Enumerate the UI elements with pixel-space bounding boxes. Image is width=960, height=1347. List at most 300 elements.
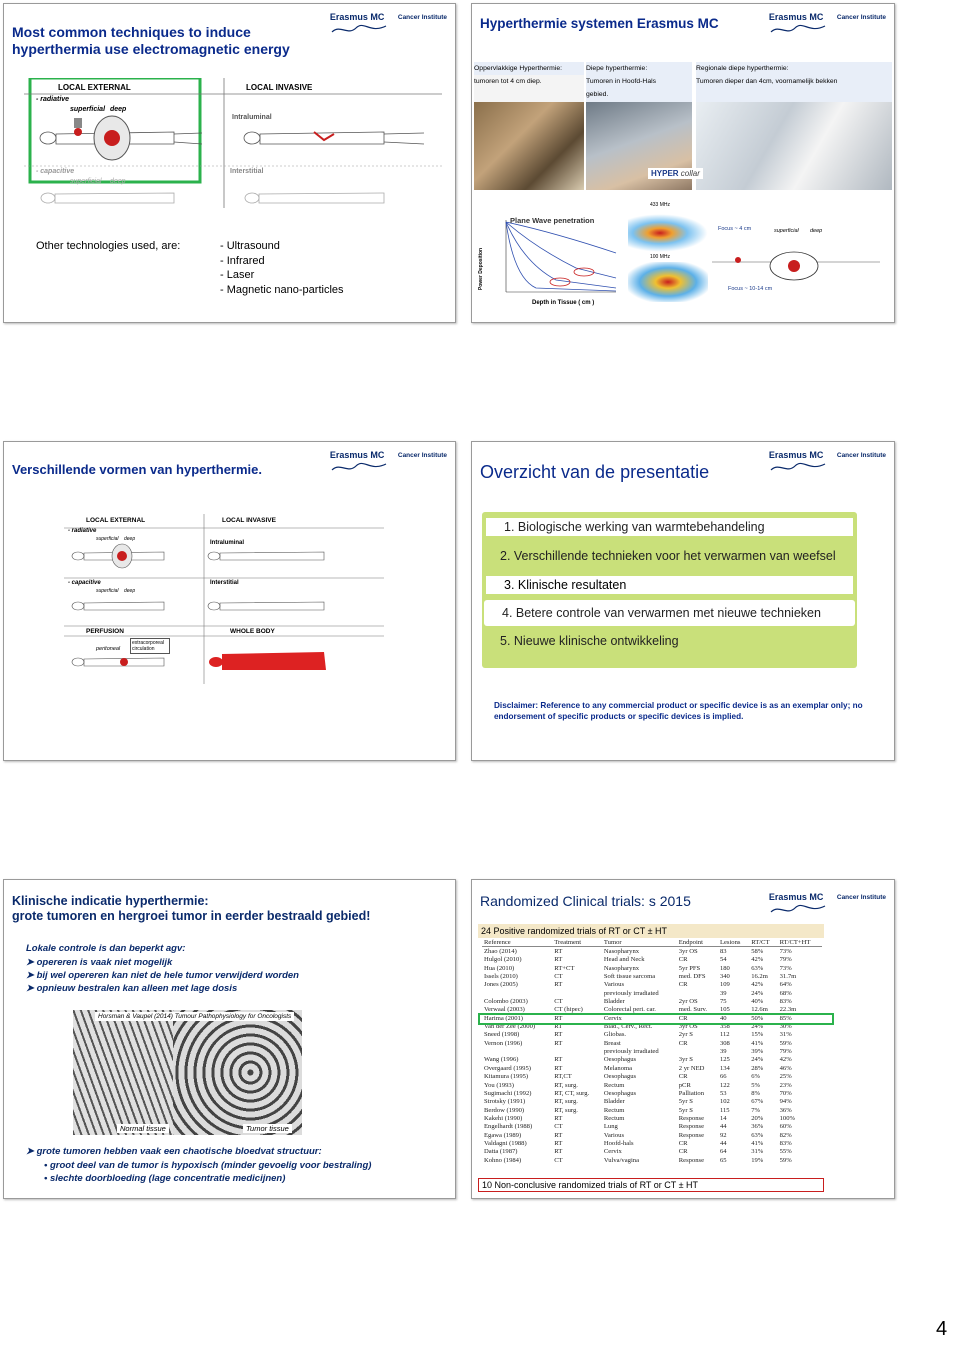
table-cell: 50%: [751, 1014, 764, 1022]
table-cell: 20%: [751, 1114, 764, 1122]
erasmus-mc-logo: Erasmus MC: [769, 12, 827, 36]
column-superficial-header: [474, 62, 584, 102]
table-cell: 2yr OS: [678, 998, 698, 1006]
vasculature-image: [73, 1010, 302, 1135]
table-cell: Bladder: [603, 998, 625, 1006]
other-technologies-label: Other technologies used, are:: [36, 240, 181, 252]
table-row: [482, 964, 822, 972]
table-cell: RT: [554, 1014, 563, 1022]
agenda-item: 2. Verschillende technieken voor het verwarmen van weefsel: [500, 549, 836, 563]
table-row: [482, 1098, 822, 1106]
table-cell: [552, 1047, 602, 1055]
table-cell: RT: [554, 948, 563, 956]
table-cell: 85%: [779, 1014, 792, 1022]
table-cell: 41%: [751, 1139, 764, 1147]
cancer-institute-label: Cancer Institute: [397, 14, 447, 21]
table-row: [482, 947, 822, 956]
extracorporeal-label: extracorporeal circulation: [130, 638, 170, 654]
table-cell: CT: [554, 1156, 563, 1164]
table-cell: Engelhardt (1988): [484, 1123, 533, 1131]
table-cell: 22.3m: [779, 1006, 797, 1014]
table-cell: CT: [554, 998, 563, 1006]
erasmus-mc-logo: Erasmus MC: [769, 892, 827, 916]
table-cell: 59%: [779, 1039, 792, 1047]
table-cell: 58%: [751, 948, 764, 956]
erasmus-logo: [769, 892, 886, 916]
table-row: [482, 1056, 822, 1064]
table-cell: Van der Zee (2000): [484, 1023, 536, 1031]
table-cell: 66: [719, 1073, 727, 1081]
panel-label-local-invasive: LOCAL INVASIVE: [246, 83, 313, 92]
table-cell: 5%: [751, 1081, 760, 1089]
table-cell: previously irradiated: [603, 1048, 659, 1056]
table-cell: 3yr S: [678, 1056, 693, 1064]
table-cell: 46%: [779, 1064, 792, 1072]
table-cell: 24%: [751, 1056, 764, 1064]
table-cell: Overgaard (1995): [484, 1064, 531, 1072]
table-row: [482, 1106, 822, 1114]
table-cell: 308: [719, 1039, 730, 1047]
table-cell: RT, surg.: [554, 1106, 578, 1114]
slide-presentation-overview: [471, 441, 895, 761]
table-row: [482, 1148, 822, 1156]
table-cell: Gliobas.: [603, 1031, 627, 1039]
table-cell: 14: [719, 1114, 727, 1122]
table-cell: med. Surv.: [678, 1006, 708, 1014]
deep-label-2: deep: [110, 178, 126, 185]
table-row: [482, 981, 822, 989]
table-cell: Cervix: [603, 1014, 622, 1022]
table-cell: [482, 989, 552, 997]
field-plot-433: [628, 214, 708, 252]
list-item: ➤ opereren is vaak niet mogelijk: [26, 957, 173, 968]
table-cell: Response: [678, 1156, 705, 1164]
image-caption: Horsman & Vaupel (2014) Tumour Pathophysiology for Oncologists: [95, 1012, 294, 1021]
table-cell: 75: [719, 998, 727, 1006]
table-cell: 68%: [779, 989, 792, 997]
cancer-institute-label: Cancer Institute: [836, 14, 886, 21]
table-row: [482, 1039, 822, 1047]
table-cell: CR: [678, 1014, 688, 1022]
table-cell: 5yr S: [678, 1098, 693, 1106]
normal-tissue-label: Normal tissue: [117, 1124, 169, 1133]
table-cell: RT: [554, 956, 563, 964]
table-cell: 39%: [751, 1048, 764, 1056]
column-header: RT/CT+HT: [778, 938, 822, 947]
page-number: 4: [936, 1318, 948, 1340]
table-cell: 36%: [779, 1106, 792, 1114]
slide-title: Hyperthermie systemen Erasmus MC: [480, 16, 719, 31]
col-text: Tumoren in Hoofd-Hals: [586, 78, 657, 85]
table-cell: 55%: [779, 1148, 792, 1156]
table-cell: RT: [554, 1114, 563, 1122]
cancer-institute-label: Cancer Institute: [836, 894, 886, 901]
table-cell: med. DFS: [678, 973, 706, 981]
table-cell: Vernon (1996): [484, 1039, 523, 1047]
table-cell: 134: [719, 1064, 730, 1072]
deep-label: deep: [810, 228, 823, 234]
table-cell: RT: [554, 981, 563, 989]
table-cell: Palliation: [678, 1089, 705, 1097]
table-cell: 40%: [751, 998, 764, 1006]
table-cell: Nasopharynx: [603, 948, 640, 956]
column-header: Lesions: [718, 938, 749, 947]
table-cell: Zhao (2014): [484, 948, 517, 956]
table-cell: Response: [678, 1131, 705, 1139]
table-cell: Rectum: [603, 1114, 625, 1122]
table-cell: 115: [719, 1106, 730, 1114]
slide-title: Randomized Clinical trials: s 2015: [480, 893, 691, 909]
arrow-bullet-icon: ➤: [26, 983, 37, 994]
table-cell: 70%: [779, 1089, 792, 1097]
table-cell: 109: [719, 981, 730, 989]
table-cell: Rectum: [603, 1081, 625, 1089]
table-cell: 24%: [751, 989, 764, 997]
table-cell: RT: [554, 1056, 563, 1064]
table-row: [482, 997, 822, 1005]
table-cell: You (1993): [484, 1081, 514, 1089]
table-cell: Oesophagus: [603, 1073, 637, 1081]
table-cell: Nasopharynx: [603, 964, 640, 972]
panel-label-whole-body: WHOLE BODY: [230, 628, 275, 635]
table-cell: 28%: [751, 1064, 764, 1072]
col-heading: Regionale diepe hyperthermie:: [696, 65, 789, 72]
table-row: [482, 1123, 822, 1131]
vasculature-tumor: [173, 1010, 302, 1135]
table-cell: Bladder: [603, 1098, 625, 1106]
table-row: [482, 1114, 822, 1122]
table-cell: Sneed (1998): [484, 1031, 520, 1039]
table-cell: Hulgol (2010): [484, 956, 522, 964]
slide-title: Verschillende vormen van hyperthermie.: [12, 462, 262, 477]
table-cell: 39: [719, 989, 727, 997]
table-cell: 44: [719, 1139, 727, 1147]
table-cell: 39: [719, 1048, 727, 1056]
table-cell: 358: [719, 1023, 730, 1031]
agenda-item-current: 3. Klinische resultaten: [482, 572, 857, 598]
intraluminal-label: Intraluminal: [232, 114, 272, 121]
table-cell: 6%: [751, 1073, 760, 1081]
table-cell: CT: [554, 973, 563, 981]
table-cell: 42%: [751, 956, 764, 964]
erasmus-logo: [330, 12, 447, 36]
table-cell: 7%: [751, 1106, 760, 1114]
superficial-label-2: superficial: [96, 588, 119, 594]
table-cell: 5yr PFS: [678, 964, 701, 972]
table-cell: Verwaal (2003): [484, 1006, 525, 1014]
table-cell: Berdow (1990): [484, 1106, 525, 1114]
chart-y-label: Power Deposition: [478, 247, 485, 291]
list-item: • groot deel van de tumor is hypoxisch (minder gevoelig voor bestraling): [44, 1160, 372, 1171]
table-cell: 5yr S: [678, 1106, 693, 1114]
table-cell: 54: [719, 956, 727, 964]
table-cell: 73%: [779, 948, 792, 956]
table-cell: 112: [719, 1031, 730, 1039]
table-header-row: [482, 938, 822, 947]
main-bullet: ➤ grote tumoren hebben vaak een chaotische bloedvat structuur:: [26, 1146, 322, 1157]
chart-x-label: Depth in Tissue ( cm ): [532, 300, 595, 306]
hyper-collar-logo: HYPER collar: [648, 168, 703, 179]
table-cell: Head and Neck: [603, 956, 645, 964]
table-row: [482, 1139, 822, 1147]
slide-clinical-indication: [3, 879, 456, 1199]
erasmus-mc-logo: Erasmus MC: [330, 12, 388, 36]
interstitial-label: Interstitial: [230, 168, 264, 175]
limitations-list: [26, 956, 299, 995]
col-text: tumoren tot 4 cm diep.: [474, 78, 542, 85]
table-cell: 3yr OS: [678, 1023, 698, 1031]
table-cell: RT,CT: [554, 1073, 572, 1081]
table-cell: 60%: [779, 1123, 792, 1131]
table-cell: 65: [719, 1156, 727, 1164]
chart-title: Plane Wave penetration: [510, 216, 595, 225]
table-row: [482, 1047, 822, 1055]
table-cell: 83: [719, 948, 727, 956]
capacitive-label: - capacitive: [36, 168, 75, 175]
table-cell: CR: [678, 1073, 688, 1081]
table-cell: 53: [719, 1089, 727, 1097]
table-cell: [482, 1047, 552, 1055]
list-item: - Magnetic nano-particles: [220, 283, 344, 296]
table-cell: RT: [554, 1139, 563, 1147]
table-cell: [552, 989, 602, 997]
table-cell: Issels (2010): [484, 973, 518, 981]
table-cell: Strotsky (1991): [484, 1098, 526, 1106]
table-cell: Wang (1996): [484, 1056, 519, 1064]
table-cell: RT: [554, 1031, 563, 1039]
table-cell: RT: [554, 1131, 563, 1139]
table-cell: Response: [678, 1114, 705, 1122]
table-cell: Lung: [603, 1123, 618, 1131]
focus-10cm-label: Focus ~ 10-14 cm: [728, 286, 773, 292]
photo-regional-system: [696, 102, 892, 190]
arrow-bullet-icon: ➤: [26, 957, 37, 968]
table-cell: 63%: [751, 964, 764, 972]
techniques-diagram: [24, 78, 444, 218]
table-cell: 79%: [779, 956, 792, 964]
table-cell: Oesophagus: [603, 1056, 637, 1064]
table-cell: [677, 1047, 718, 1055]
trials-table: [482, 938, 822, 1164]
table-cell: Valdagni (1988): [484, 1139, 527, 1147]
slide-hyperthermia-systems: [471, 3, 895, 323]
list-item: ➤ bij wel opereren kan niet de hele tumor verwijderd worden: [26, 970, 299, 981]
table-cell: 2 yr NED: [678, 1064, 705, 1072]
agenda-item: 5. Nieuwe klinische ontwikkeling: [500, 634, 679, 648]
table-cell: 24%: [751, 1023, 764, 1031]
column-deep-header: [586, 62, 692, 102]
superficial-label-2: superficial: [70, 178, 102, 185]
sub-bullets: [44, 1160, 371, 1185]
table-cell: Rectum: [603, 1106, 625, 1114]
table-cell: 79%: [779, 1048, 792, 1056]
deep-label-2: deep: [124, 588, 136, 594]
column-header: Tumor: [602, 938, 677, 947]
list-item: • slechte doorbloeding (lage concentratie medicijnen): [44, 1172, 286, 1184]
arrow-bullet-icon: ➤: [26, 1146, 37, 1157]
slide-title: [12, 24, 290, 58]
table-cell: 31%: [751, 1148, 764, 1156]
col-text: Tumoren dieper dan 4cm, voornamelijk bekken: [696, 78, 838, 85]
agenda-item: 1. Biologische werking van warmtebehandeling: [482, 514, 857, 540]
table-cell: CR: [678, 956, 688, 964]
table-cell: CT: [554, 1123, 563, 1131]
table-cell: 64: [719, 1148, 727, 1156]
table-cell: Egawa (1989): [484, 1131, 522, 1139]
table-cell: 42%: [751, 981, 764, 989]
vasculature-normal: [73, 1010, 173, 1135]
table-cell: 31%: [779, 1031, 792, 1039]
table-cell: 12.6m: [751, 1006, 768, 1014]
table-cell: 102: [719, 1098, 730, 1106]
disclaimer-text: Disclaimer: Reference to any commercial product or specific device is as an exemplar only; no endorsement of specific products or specific devices is implied.: [494, 701, 863, 721]
superficial-label: superficial: [70, 106, 106, 113]
radiative-label: - radiative: [68, 528, 97, 534]
agenda-item: 4. Betere controle van verwarmen met nieuwe technieken: [484, 600, 855, 626]
table-cell: 25%: [779, 1073, 792, 1081]
table-cell: Harima (2001): [484, 1014, 523, 1022]
table-row: [482, 1073, 822, 1081]
table-cell: CR: [678, 981, 688, 989]
list-item: - Laser: [220, 269, 255, 281]
list-item: - Infrared: [220, 254, 265, 267]
field-plot-100: [628, 262, 708, 302]
title-line-2: grote tumoren en hergroei tumor in eerder bestraald gebied!: [12, 909, 371, 923]
table-cell: RT: [554, 1064, 563, 1072]
table-cell: 180: [719, 964, 730, 972]
table-cell: Kakehi (1990): [484, 1114, 523, 1122]
table-cell: Various: [603, 981, 625, 989]
column-header: Treatment: [552, 938, 602, 947]
table-cell: RT, CT, surg.: [554, 1089, 590, 1097]
table-cell: 63%: [751, 1131, 764, 1139]
erasmus-logo: [330, 450, 447, 474]
table-cell: 59%: [779, 1156, 792, 1164]
table-cell: 82%: [779, 1131, 792, 1139]
title-line-1: Most common techniques to induce: [12, 24, 251, 40]
table-cell: CR: [678, 1139, 688, 1147]
deep-label: deep: [124, 536, 136, 542]
slide-randomized-trials: [471, 879, 895, 1199]
table-cell: RT: [554, 1039, 563, 1047]
panel-label-local-external: LOCAL EXTERNAL: [58, 83, 131, 92]
table-cell: 40: [719, 1014, 727, 1022]
table-cell: CR: [678, 1148, 688, 1156]
cancer-institute-label: Cancer Institute: [836, 452, 886, 459]
table-cell: previously irradiated: [603, 989, 659, 997]
col-heading: Oppervlakkige Hyperthermie:: [474, 62, 584, 75]
table-row: [482, 972, 822, 980]
col-text: gebied.: [586, 91, 609, 98]
table-row: [482, 1089, 822, 1097]
table-cell: Vulva/vagina: [603, 1156, 640, 1164]
table-row: [482, 1031, 822, 1039]
interstitial-label: Interstitial: [210, 580, 239, 586]
table-cell: 30%: [779, 1023, 792, 1031]
table-cell: 16.2m: [751, 973, 768, 981]
table-cell: Kohno (1984): [484, 1156, 522, 1164]
column-header: Reference: [482, 938, 552, 947]
table-cell: 73%: [779, 964, 792, 972]
column-header: RT/CT: [749, 938, 777, 947]
photo-superficial-system: [474, 102, 584, 190]
table-cell: 64%: [779, 981, 792, 989]
table-cell: CT (hipec): [554, 1006, 583, 1014]
table-cell: RT: [554, 1023, 563, 1031]
table-cell: 94%: [779, 1098, 792, 1106]
col-heading: Diepe hyperthermie:: [586, 65, 648, 72]
table-cell: 83%: [779, 1139, 792, 1147]
table-cell: Jones (2005): [484, 981, 518, 989]
table-cell: pCR: [678, 1081, 691, 1089]
erasmus-logo: [769, 450, 886, 474]
title-line-2: hyperthermia use electromagnetic energy: [12, 41, 290, 57]
panel-label-perfusion: PERFUSION: [86, 628, 124, 635]
table-row: [482, 1131, 822, 1139]
cancer-institute-label: Cancer Institute: [397, 452, 447, 459]
table-cell: 15%: [751, 1031, 764, 1039]
panel-label-local-invasive: LOCAL INVASIVE: [222, 517, 276, 524]
table-cell: Hua (2010): [484, 964, 515, 972]
table-cell: Melanoma: [603, 1064, 633, 1072]
table-cell: RT: [554, 1148, 563, 1156]
table-cell: Colorectal peri. car.: [603, 1006, 656, 1014]
panel-label-local-external: LOCAL EXTERNAL: [86, 517, 146, 524]
table-cell: Kitamura (1995): [484, 1073, 529, 1081]
table-cell: Response: [678, 1123, 705, 1131]
table-cell: 340: [719, 973, 730, 981]
table-cell: 2yr S: [678, 1031, 693, 1039]
table-row: [482, 1156, 822, 1164]
table-cell: RT+CT: [554, 964, 575, 972]
erasmus-logo: [769, 12, 886, 36]
list-item: ➤ opnieuw bestralen kan alleen met lage dosis: [26, 983, 238, 994]
erasmus-mc-logo: Erasmus MC: [330, 450, 388, 474]
erasmus-mc-logo: Erasmus MC: [769, 450, 827, 474]
slide-title: [12, 894, 370, 924]
table-cell: 125: [719, 1056, 730, 1064]
tumor-tissue-label: Tumor tissue: [243, 1124, 292, 1133]
table-cell: 92: [719, 1131, 727, 1139]
table-row: [482, 956, 822, 964]
column-regional-header: [696, 62, 892, 102]
table-cell: RT, surg.: [554, 1081, 578, 1089]
peritoneal-label: peritoneal: [96, 646, 121, 652]
intraluminal-label: Intraluminal: [210, 540, 245, 546]
table-cell: 8%: [751, 1089, 760, 1097]
deep-label: deep: [110, 106, 127, 113]
title-line-1: Klinische indicatie hyperthermie:: [12, 894, 209, 908]
table-cell: 44: [719, 1123, 727, 1131]
table-cell: 105: [719, 1006, 730, 1014]
slide-hyperthermia-techniques: [3, 3, 456, 323]
table-cell: 100%: [779, 1114, 795, 1122]
table-cell: RT, surg.: [554, 1098, 578, 1106]
table-cell: 31.7m: [779, 973, 797, 981]
table-row: [482, 989, 822, 997]
table-cell: 3yr OS: [678, 948, 698, 956]
table-cell: Blad., Cerv., Rect.: [603, 1023, 653, 1031]
freq-433-label: 433 MHz: [650, 202, 671, 208]
table-cell: CR: [678, 1039, 688, 1047]
positive-trials-header: 24 Positive randomized trials of RT or CT ± HT: [478, 924, 824, 938]
freq-100-label: 100 MHz: [650, 254, 671, 260]
radiative-label: - radiative: [36, 96, 70, 103]
table-cell: Various: [603, 1131, 625, 1139]
intro-text: Lokale controle is dan beperkt agv:: [26, 943, 186, 954]
table-cell: Breast: [603, 1039, 621, 1047]
slide-forms-of-hyperthermia: [3, 441, 456, 761]
